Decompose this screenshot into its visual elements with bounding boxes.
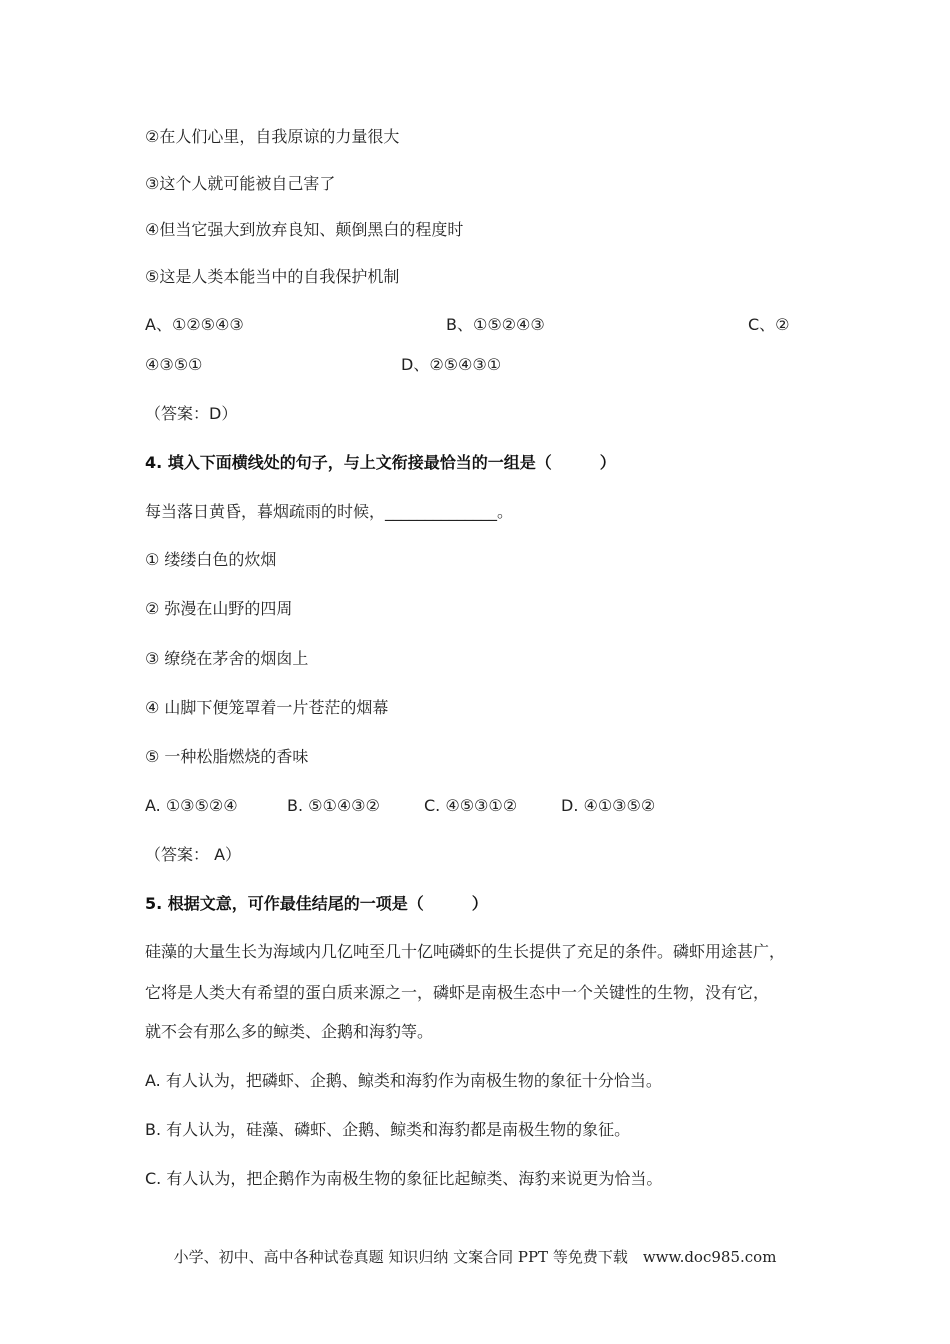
q4-item-3: ③ 缭绕在茅舍的烟囱上 — [145, 649, 309, 668]
q5-option-a: A. 有人认为，把磷虾、企鹅、鲸类和海豹作为南极生物的象征十分恰当。 — [145, 1071, 662, 1090]
q5-passage-line-1: 硅藻的大量生长为海域内几亿吨至几十亿吨磷虾的生长提供了充足的条件。磷虾用途甚广， — [145, 942, 786, 961]
q4-option-d: D. ④①③⑤② — [561, 796, 656, 815]
q5-passage-line-3: 就不会有那么多的鲸类、企鹅和海豹等。 — [145, 1022, 434, 1041]
q3-option-c-end: ④③⑤① — [145, 355, 203, 374]
q4-stem: 每当落日黄昏，暮烟疏雨的时候，______________。 — [145, 502, 514, 521]
q5-option-c: C. 有人认为，把企鹅作为南极生物的象征比起鲸类、海豹来说更为恰当。 — [145, 1169, 663, 1188]
q4-item-5: ⑤ 一种松脂燃烧的香味 — [145, 747, 309, 766]
q4-answer: （答案： A） — [145, 845, 242, 864]
q4-item-2: ② 弥漫在山野的四周 — [145, 599, 293, 618]
q4-option-a: A. ①③⑤②④ — [145, 796, 238, 815]
q3-option-b: B、①⑤②④③ — [446, 315, 545, 334]
q3-item-5: ⑤这是人类本能当中的自我保护机制 — [145, 267, 400, 286]
q4-title: 4. 填入下面横线处的句子，与上文衔接最恰当的一组是（ ） — [145, 453, 616, 472]
q5-option-b: B. 有人认为，硅藻、磷虾、企鹅、鲸类和海豹都是南极生物的象征。 — [145, 1120, 631, 1139]
q5-title: 5. 根据文意，可作最佳结尾的一项是（ ） — [145, 894, 488, 913]
q3-option-d: D、②⑤④③① — [401, 355, 502, 374]
q5-passage-line-2: 它将是人类大有希望的蛋白质来源之一，磷虾是南极生态中一个关键性的生物，没有它， — [145, 983, 770, 1002]
q4-item-1: ① 缕缕白色的炊烟 — [145, 550, 277, 569]
q3-option-c-start: C、② — [748, 315, 790, 334]
page-footer: 小学、初中、高中各种试卷真题 知识归纳 文案合同 PPT 等免费下载 www.doc985.com — [173, 1248, 777, 1266]
q3-option-a: A、①②⑤④③ — [145, 315, 244, 334]
q3-item-3: ③这个人就可能被自己害了 — [145, 174, 336, 193]
q4-option-c: C. ④⑤③①② — [424, 796, 518, 815]
q4-option-b: B. ⑤①④③② — [287, 796, 380, 815]
q3-answer: （答案：D） — [145, 404, 238, 423]
q3-item-4: ④但当它强大到放弃良知、颠倒黑白的程度时 — [145, 220, 464, 239]
q3-item-2: ②在人们心里，自我原谅的力量很大 — [145, 127, 400, 146]
q4-item-4: ④ 山脚下便笼罩着一片苍茫的烟幕 — [145, 698, 389, 717]
